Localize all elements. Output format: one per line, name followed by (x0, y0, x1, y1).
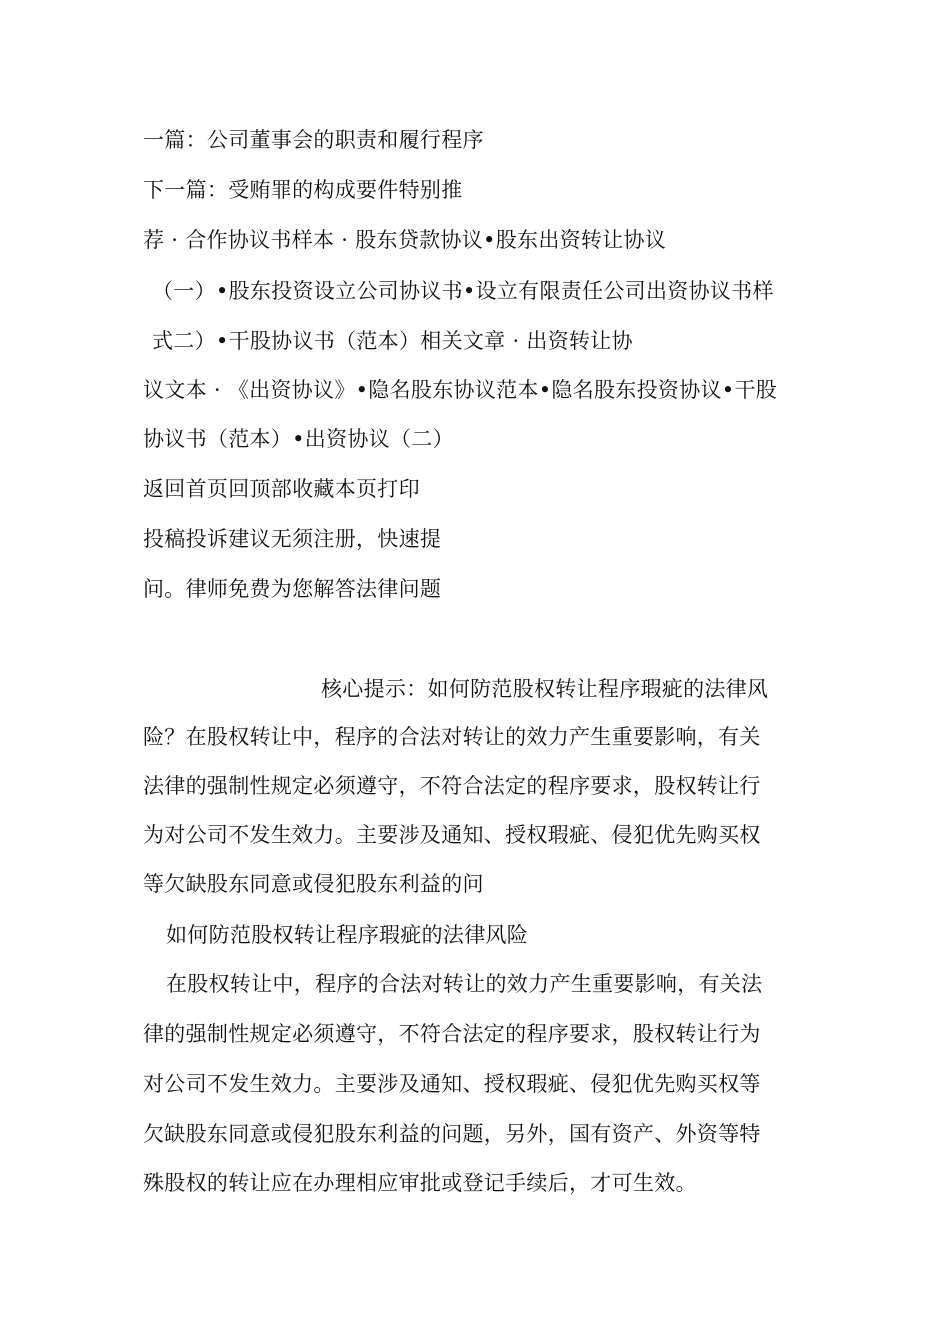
body-paragraph-line: 在股权转让中，程序的合法对转让的效力产生重要影响，有关法 (166, 972, 763, 996)
body-paragraph-line: 殊股权的转让应在办理相应审批或登记手续后，才可生效。 (143, 1171, 697, 1195)
next-article-link[interactable]: 下一篇：受贿罪的构成要件特别推 (143, 178, 463, 202)
recommended-links-line: 式二）•干股协议书（范本）相关文章 · 出资转让协 (152, 329, 633, 353)
summary-text: 法律的强制性规定必须遵守，不符合法定的程序要求，股权转让行 (143, 774, 761, 798)
article-heading: 如何防范股权转让程序瑕疵的法律风险 (166, 923, 529, 947)
recommended-links-line: （一）•股东投资设立公司协议书•设立有限责任公司出资协议书样 (152, 279, 774, 303)
body-paragraph-line: 对公司不发生效力。主要涉及通知、授权瑕疵、侵犯优先购买权等 (143, 1072, 761, 1096)
summary-text: 为对公司不发生效力。主要涉及通知、授权瑕疵、侵犯优先购买权 (143, 823, 761, 847)
feedback-line: 投稿投诉建议无须注册，快速提 (143, 527, 442, 551)
body-paragraph-line: 律的强制性规定必须遵守，不符合法定的程序要求，股权转让行为 (143, 1022, 761, 1046)
feedback-line: 问。律师免费为您解答法律问题 (143, 577, 442, 601)
recommended-links-line: 议文本 · 《出资协议》•隐名股东协议范本•隐名股东投资协议•干股 (143, 378, 778, 402)
recommended-links-line: 荐 · 合作协议书样本 · 股东贷款协议•股东出资转让协议 (143, 228, 667, 252)
summary-text: 险？在股权转让中，程序的合法对转让的效力产生重要影响，有关 (143, 725, 761, 749)
page-actions-line: 返回首页回顶部收藏本页打印 (143, 477, 420, 501)
summary-text: 等欠缺股东同意或侵犯股东利益的问 (143, 872, 484, 896)
summary-text: 核心提示：如何防范股权转让程序瑕疵的法律风 (321, 677, 769, 701)
body-paragraph-line: 欠缺股东同意或侵犯股东利益的问题，另外，国有资产、外资等特 (143, 1122, 761, 1146)
recommended-links-line: 协议书（范本）•出资协议（二） (143, 427, 454, 451)
prev-article-link[interactable]: 一篇：公司董事会的职责和履行程序 (143, 128, 484, 152)
